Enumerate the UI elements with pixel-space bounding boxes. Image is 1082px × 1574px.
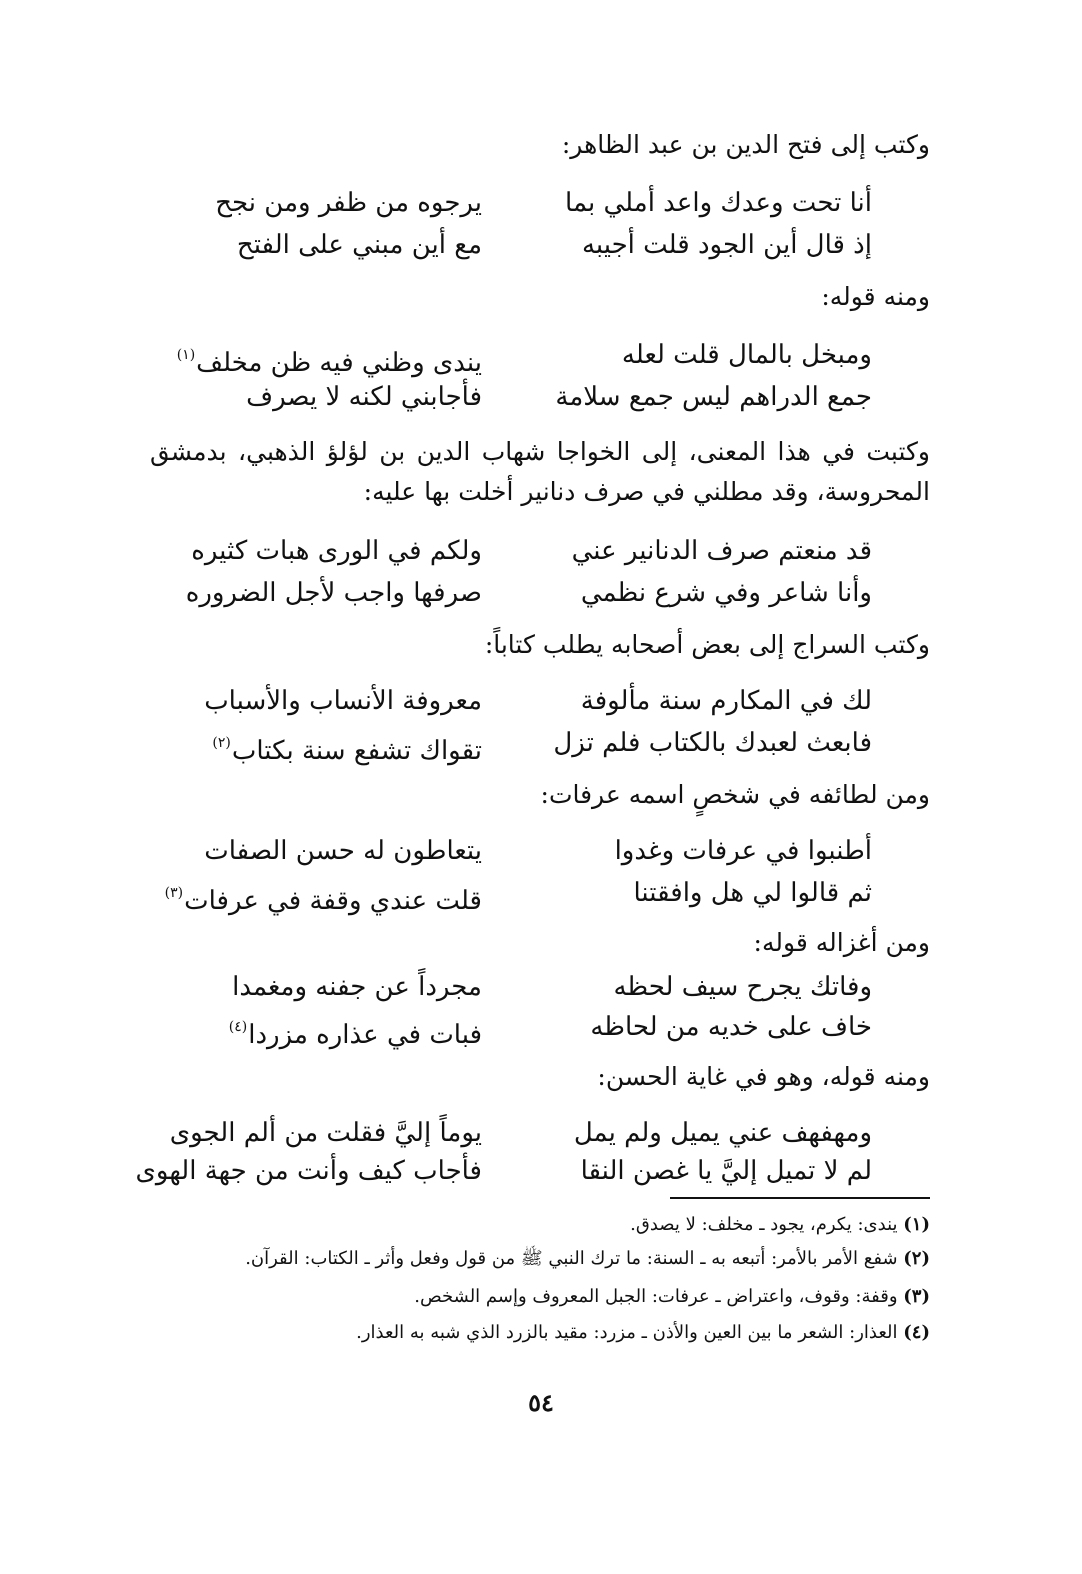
prose-paragraph: وكتبت في هذا المعنى، إلى الخواجا شهاب الدين بن لؤلؤ الذهبي، بدمشق المحروسة، وقد مطلني في صرف دنانير أخلت بها عليه:: [150, 437, 930, 506]
verse-line: [150, 224, 930, 266]
verse-second-hemistich: فأجابني لكنه لا يصرف: [246, 382, 482, 412]
prose-line: ومنه قوله:: [821, 282, 930, 311]
footnote-text: يندى: يكرم، يجود ـ مخلف: لا يصدق.: [630, 1214, 898, 1235]
verse-second-hemistich: فأجاب كيف وأنت من جهة الهوى: [135, 1156, 482, 1186]
verse-second-hemistich: يوماً إليَّ فقلت من ألم الجوى: [169, 1118, 482, 1148]
footnote-text: شفع الأمر بالأمر: أتبعه به ـ السنة: ما ترك النبي ﷺ من قول وفعل وأثر ـ الكتاب: القرآن.: [245, 1248, 898, 1269]
verse-first-hemistich: ثم قالوا لي هل وافقتنا: [633, 878, 872, 908]
verse-line: [150, 376, 930, 418]
verse-line: [150, 1112, 930, 1154]
prose-line: وكتب إلى فتح الدين بن عبد الظاهر:: [561, 130, 930, 159]
verse-second-hemistich: ولكم في الورى هبات كثيره: [191, 536, 482, 566]
footnote: [150, 1320, 930, 1346]
verse-second-hemistich: تقواك تشفع سنة بكتاب$^{(٢)}$: [212, 735, 482, 766]
verse-line: [150, 680, 930, 722]
footnote-number: (١): [903, 1214, 930, 1235]
verse-first-hemistich: أنا تحت وعدك واعد أملي بما: [565, 188, 872, 218]
verse-second-hemistich: فبات في عذاره مزردا$^{(٤)}$: [228, 1019, 482, 1050]
footnote-marker: (٤): [228, 1019, 248, 1035]
prose-line: ومن أغزاله قوله:: [753, 928, 930, 957]
verse-line: [150, 182, 930, 224]
verse-second-hemistich: يندى وظني فيه ظن مخلف$^{(١)}$: [176, 347, 482, 378]
page-number: ٥٤: [528, 1388, 554, 1417]
verse-second-hemistich: يتعاطون له حسن الصفات: [204, 836, 482, 866]
footnote-text: العذار: الشعر ما بين العين والأذن ـ مزرد: مقيد بالزرد الذي شبه به العذار.: [356, 1322, 898, 1343]
verse-first-hemistich: فابعث لعبدك بالكتاب فلم تزل: [553, 728, 872, 758]
verse-first-hemistich: ومبخل بالمال قلت لعله: [621, 340, 872, 370]
verse-first-hemistich: وفاتك يجرح سيف لحظه: [613, 972, 872, 1002]
prose-line: ومن لطائفه في شخصٍ اسمه عرفات:: [540, 780, 930, 809]
footnote-text: وقفة: وقوف، واعتراض ـ عرفات: الجبل المعروف وإسم الشخص.: [414, 1286, 898, 1307]
verse-second-hemistich: قلت عندي وقفة في عرفات$^{(٣)}$: [164, 885, 482, 916]
verse-line: [150, 1006, 930, 1048]
verse-line: [150, 872, 930, 914]
verse-second-hemistich: مع أين مبني على الفتح: [236, 230, 482, 260]
verse-first-hemistich: ومهفهف عني يميل ولم يمل: [573, 1118, 872, 1148]
verse-line: [150, 966, 930, 1008]
verse-first-hemistich: لك في المكارم سنة مألوفة: [580, 686, 872, 716]
footnote-marker: (٢): [212, 735, 231, 751]
verse-first-hemistich: لم لا تميل إليَّ يا غصن النقا: [580, 1156, 872, 1186]
verse-second-hemistich: معروفة الأنساب والأسباب: [204, 686, 482, 716]
verse-line: [135, 1150, 930, 1192]
prose-line: وكتب السراج إلى بعض أصحابه يطلب كتاباً:: [484, 630, 930, 659]
footnote-number: (٢): [903, 1248, 930, 1269]
verse-line: [150, 334, 930, 376]
verse-line: [150, 530, 930, 572]
footnote: [150, 1212, 930, 1238]
verse-first-hemistich: إذ قال أين الجود قلت أجيبه: [581, 230, 872, 260]
verse-line: [150, 572, 930, 614]
verse-line: [150, 722, 930, 764]
footnote-marker: (١): [176, 347, 196, 363]
verse-first-hemistich: أطنبوا في عرفات وغدوا: [614, 836, 872, 866]
verse-first-hemistich: خاف على خديه من لحاظه: [590, 1012, 872, 1042]
verse-first-hemistich: جمع الدراهم ليس جمع سلامة: [555, 382, 872, 412]
footnote-marker: (٣): [164, 885, 184, 901]
verse-second-hemistich: صرفها واجب لأجل الضروره: [185, 578, 482, 608]
footnote-number: (٤): [903, 1322, 930, 1343]
verse-second-hemistich: مجرداً عن جفنه ومغمدا: [232, 972, 482, 1002]
verse-first-hemistich: قد منعتم صرف الدنانير عني: [571, 536, 872, 566]
verse-first-hemistich: وأنا شاعر وفي شرع نظمي: [580, 578, 872, 608]
footnote: [150, 1246, 930, 1272]
verse-second-hemistich: يرجوه من ظفر ومن نجح: [215, 188, 482, 218]
footnote-divider: [670, 1197, 930, 1199]
prose-line: ومنه قوله، وهو في غاية الحسن:: [597, 1062, 930, 1091]
footnote-number: (٣): [903, 1286, 930, 1307]
footnote: [150, 1284, 930, 1310]
verse-line: [150, 830, 930, 872]
